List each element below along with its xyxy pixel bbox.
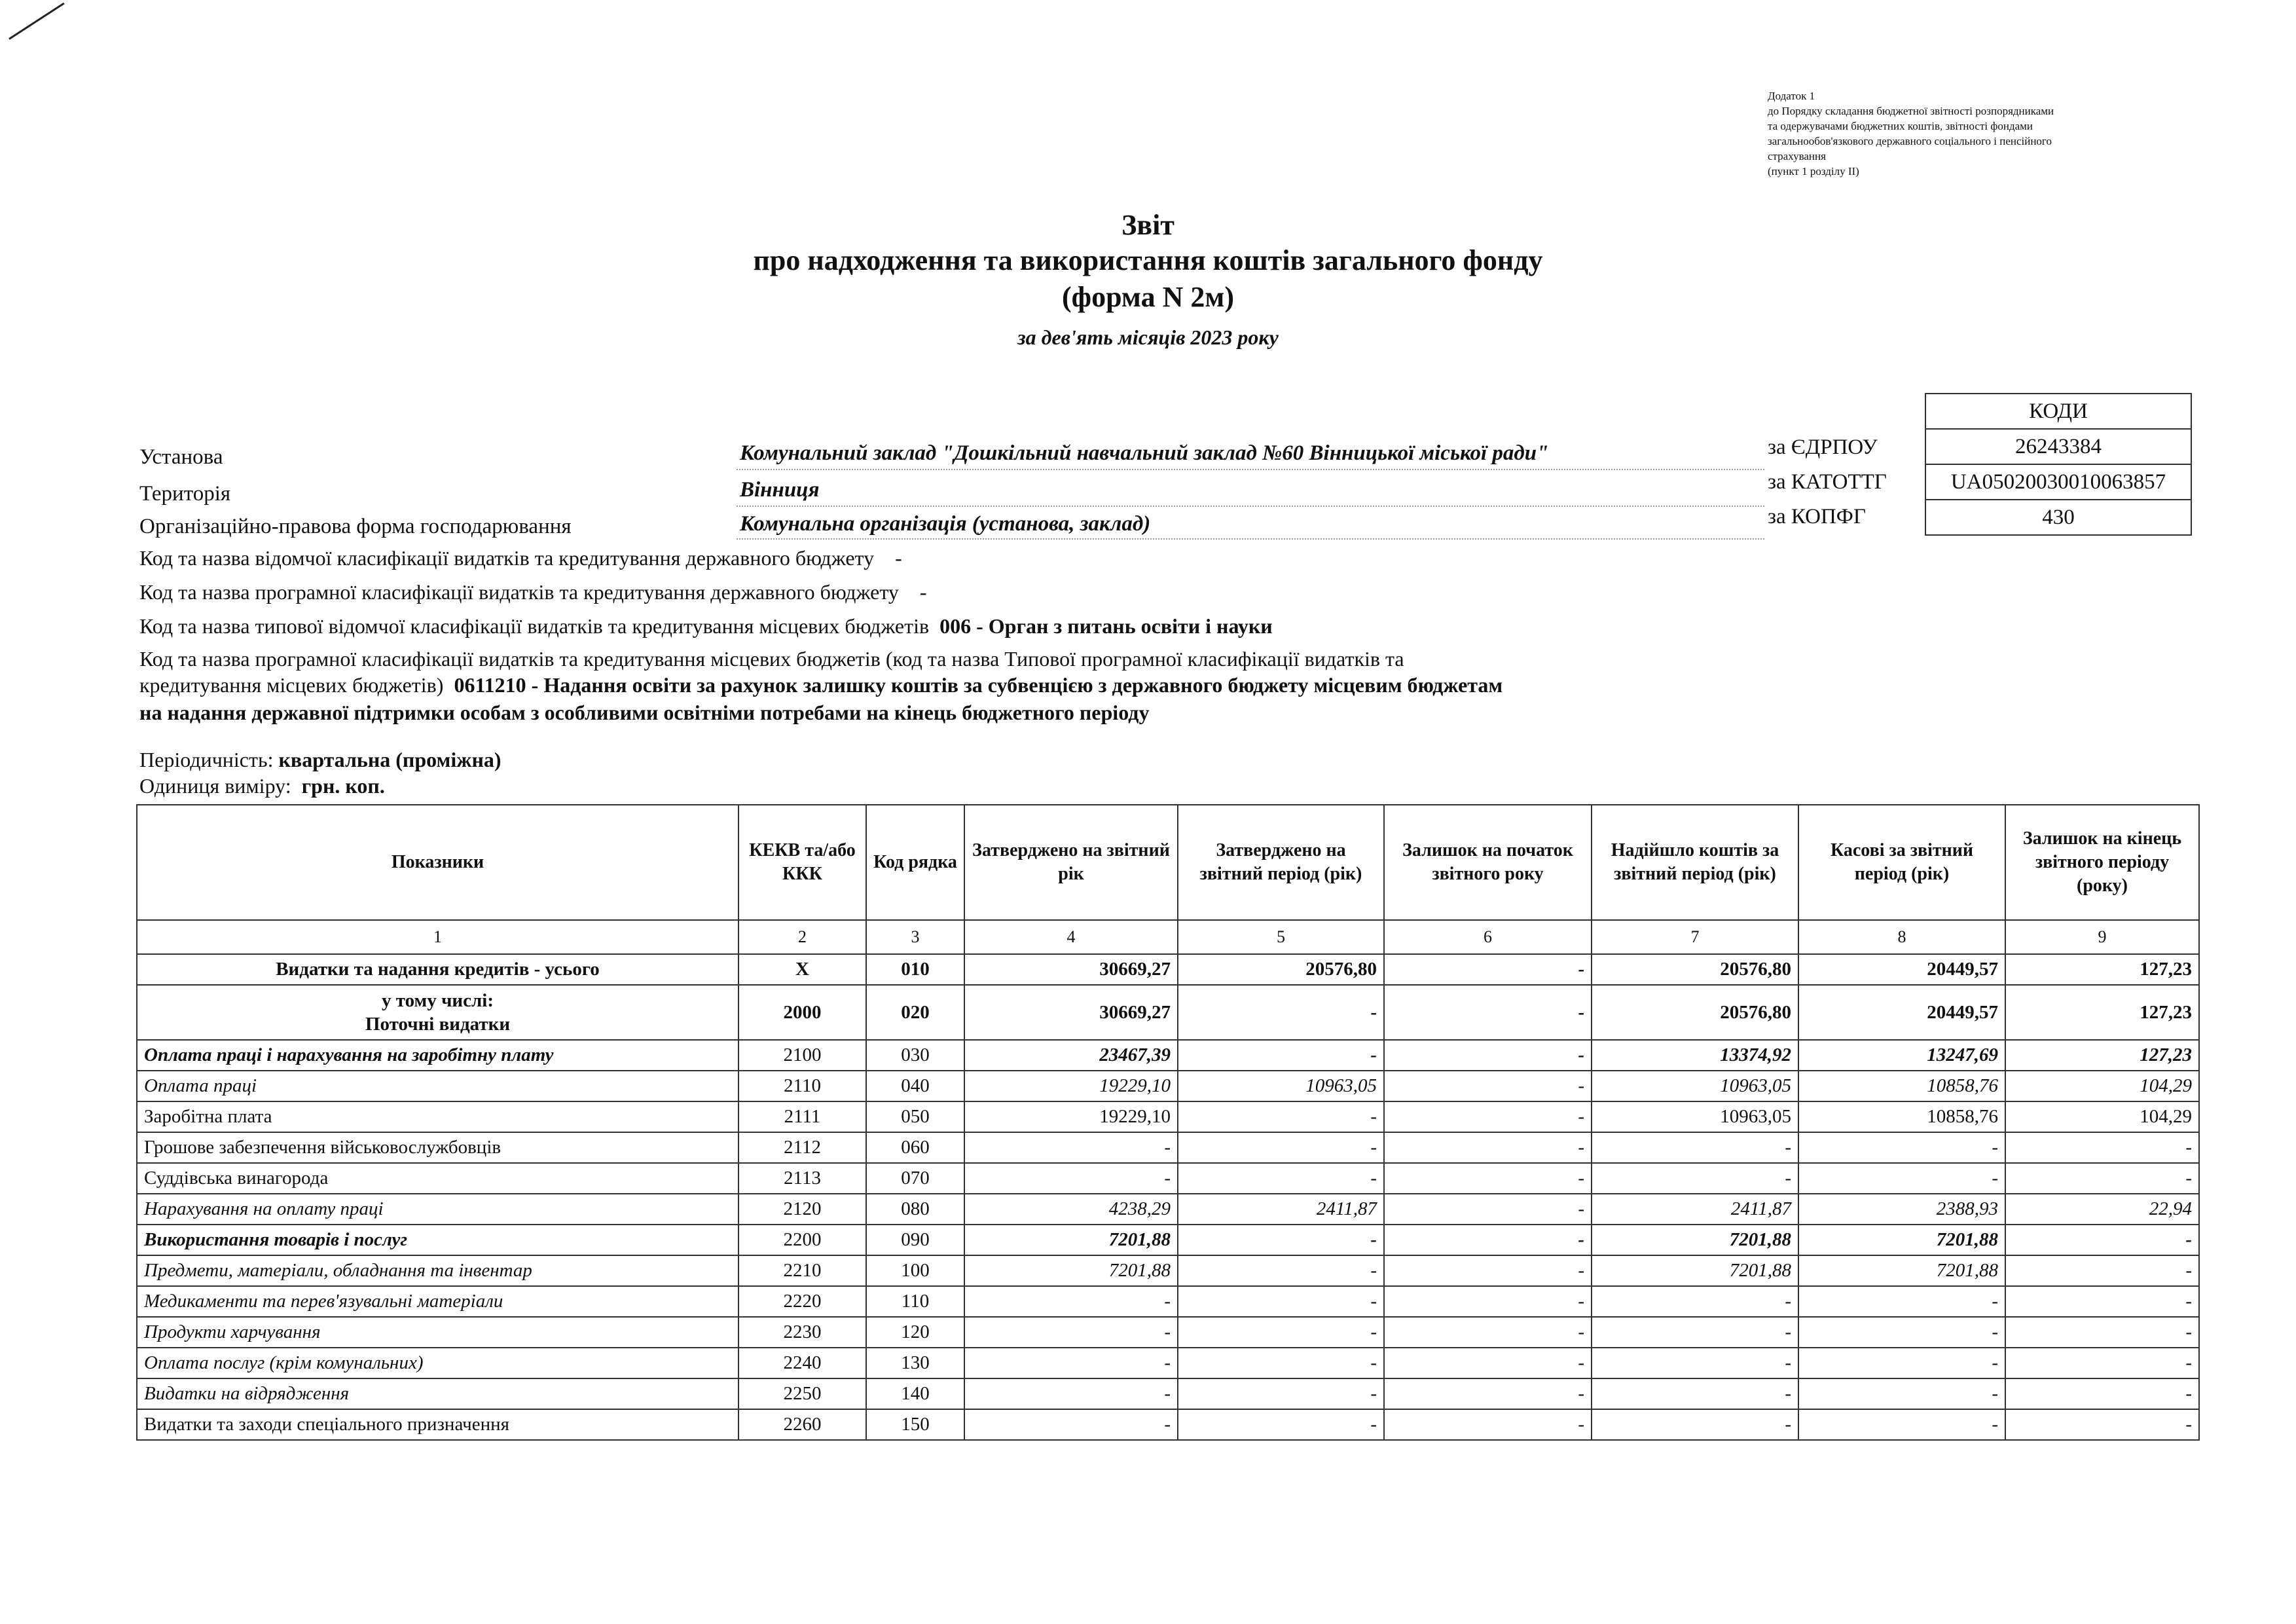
dept-local-classification [139, 614, 1273, 638]
org-form-name: Комунальна організація (установа, заклад) [740, 512, 1151, 536]
approved-period-value: - [1178, 1409, 1384, 1440]
row-name: Суддівська винагорода [137, 1163, 738, 1194]
approved-year-value: 19229,10 [964, 1101, 1178, 1132]
institution-name: Комунальний заклад "Дошкільний навчальний заклад №60 Вінницької міської ради" [740, 441, 1549, 465]
column-number: 4 [964, 920, 1178, 954]
cash-value: - [1798, 1132, 2005, 1163]
row-code: 140 [866, 1378, 964, 1409]
column-number: 5 [1178, 920, 1384, 954]
column-number: 1 [137, 920, 738, 954]
row-name: Медикаменти та перев'язувальні матеріали [137, 1286, 738, 1317]
balance-start-value: - [1384, 1071, 1592, 1101]
approved-period-value: 10963,05 [1178, 1071, 1384, 1101]
balance-start-value: - [1384, 1132, 1592, 1163]
approved-year-value: - [964, 1132, 1178, 1163]
header-balance-end: Залишок на кінець звітного періоду (року) [2005, 805, 2199, 920]
appendix-line: страхування [1768, 150, 1826, 162]
table-header-row [137, 805, 2199, 920]
received-value: - [1592, 1378, 1798, 1409]
report-period: за дев'ять місяців 2023 року [1017, 325, 1279, 349]
approved-period-value: - [1178, 1040, 1384, 1071]
row-code: 130 [866, 1348, 964, 1378]
row-name-prefix: у тому числі: [382, 990, 494, 1011]
row-name: Видатки та заходи спеціального призначення [137, 1409, 738, 1440]
row-code: 070 [866, 1163, 964, 1194]
balance-end-value: - [2005, 1409, 2199, 1440]
codes-header: КОДИ [1925, 394, 2191, 429]
cash-value: - [1798, 1378, 2005, 1409]
table-row [137, 954, 2199, 985]
row-code: 100 [866, 1255, 964, 1286]
table-row [137, 1409, 2199, 1440]
approved-year-value: 30669,27 [964, 954, 1178, 985]
header-kekv: КЕКВ та/або ККК [738, 805, 866, 920]
approved-year-value: 19229,10 [964, 1071, 1178, 1101]
approved-year-value: - [964, 1378, 1178, 1409]
row-kekv: 2200 [738, 1225, 866, 1255]
unit-value: грн. коп. [301, 774, 385, 798]
periodicity-row [139, 748, 501, 772]
katottg-label: за КАТОТТГ [1768, 470, 1887, 494]
edrpou-label: за ЄДРПОУ [1768, 435, 1878, 459]
row-name: Використання товарів і послуг [137, 1225, 738, 1255]
balance-start-value: - [1384, 1317, 1592, 1348]
report-subtitle: про надходження та використання коштів загального фонду [753, 244, 1543, 276]
row-code: 080 [866, 1194, 964, 1225]
form-number: (форма N 2м) [1062, 281, 1234, 313]
territory-underline [737, 506, 1764, 507]
row-code: 010 [866, 954, 964, 985]
unit-label: Одиниця виміру: [139, 774, 291, 798]
table-row [137, 1378, 2199, 1409]
received-value: 2411,87 [1592, 1194, 1798, 1225]
prog-state-classification [139, 580, 927, 604]
balance-end-value: 127,23 [2005, 1040, 2199, 1071]
received-value: - [1592, 1286, 1798, 1317]
balance-end-value: 104,29 [2005, 1101, 2199, 1132]
approved-year-value: - [964, 1409, 1178, 1440]
cash-value: - [1798, 1348, 2005, 1378]
kopfg-label: за КОПФГ [1768, 505, 1866, 528]
cash-value: 7201,88 [1798, 1255, 2005, 1286]
approved-year-value: - [964, 1317, 1178, 1348]
approved-period-value: - [1178, 1132, 1384, 1163]
cash-value: - [1798, 1317, 2005, 1348]
column-number: 6 [1384, 920, 1592, 954]
cash-value: - [1798, 1163, 2005, 1194]
periodicity-value: квартальна (проміжна) [278, 748, 501, 771]
row-kekv: 2240 [738, 1348, 866, 1378]
prog-local-label-line1: Код та назва програмної класифікації видатків та кредитування місцевих бюджетів (код та назва Типової програмної класифікації видатків та [139, 647, 1404, 671]
row-kekv: 2113 [738, 1163, 866, 1194]
approved-year-value: 30669,27 [964, 985, 1178, 1040]
balance-end-value: - [2005, 1255, 2199, 1286]
received-value: - [1592, 1317, 1798, 1348]
row-kekv: 2111 [738, 1101, 866, 1132]
approved-year-value: 23467,39 [964, 1040, 1178, 1071]
row-kekv: 2230 [738, 1317, 866, 1348]
received-value: 7201,88 [1592, 1225, 1798, 1255]
row-kekv: 2260 [738, 1409, 866, 1440]
table-row [137, 1163, 2199, 1194]
row-code: 150 [866, 1409, 964, 1440]
balance-end-value: 127,23 [2005, 985, 2199, 1040]
row-kekv: 2100 [738, 1040, 866, 1071]
row-kekv: 2110 [738, 1071, 866, 1101]
cash-value: 7201,88 [1798, 1225, 2005, 1255]
approved-year-value: 7201,88 [964, 1225, 1178, 1255]
header-received: Надійшло коштів за звітний період (рік) [1592, 805, 1798, 920]
approved-period-value: - [1178, 1317, 1384, 1348]
header-balance-start: Залишок на початок звітного року [1384, 805, 1592, 920]
approved-year-value: - [964, 1348, 1178, 1378]
approved-period-value: - [1178, 1255, 1384, 1286]
table-row [137, 1071, 2199, 1101]
approved-period-value: - [1178, 1378, 1384, 1409]
row-kekv: 2210 [738, 1255, 866, 1286]
table-row [137, 1225, 2199, 1255]
row-name: Предмети, матеріали, обладнання та інвентар [137, 1255, 738, 1286]
cash-value: 13247,69 [1798, 1040, 2005, 1071]
column-number: 3 [866, 920, 964, 954]
row-name: Оплата послуг (крім комунальних) [137, 1348, 738, 1378]
prog-local-value-line2: на надання державної підтримки особам з особливими освітніми потребами на кінець бюджетного періоду [139, 701, 1150, 724]
row-name: Оплата праці і нарахування на заробітну плату [137, 1040, 738, 1071]
appendix-line: (пункт 1 розділу ІІ) [1768, 165, 1859, 177]
prog-local-value-block [139, 701, 1149, 725]
header-approved-period: Затверджено на звітний період (рік) [1178, 805, 1384, 920]
cash-value: 20449,57 [1798, 985, 2005, 1040]
row-code: 060 [866, 1132, 964, 1163]
row-name: Видатки на відрядження [137, 1378, 738, 1409]
approved-period-value: - [1178, 1101, 1384, 1132]
row-kekv: 2250 [738, 1378, 866, 1409]
received-value: 7201,88 [1592, 1255, 1798, 1286]
edrpou-code: 26243384 [1925, 429, 2191, 464]
header-approved-year: Затверджено на звітний рік [964, 805, 1178, 920]
territory-label: Територія [139, 482, 231, 506]
received-value: 13374,92 [1592, 1040, 1798, 1071]
periodicity-label: Періодичність: [139, 748, 274, 771]
katottg-code: UA05020030010063857 [1925, 464, 2191, 500]
handwritten-mark [9, 3, 65, 40]
approved-period-value: 2411,87 [1178, 1194, 1384, 1225]
row-name: Нарахування на оплату праці [137, 1194, 738, 1225]
row-code: 040 [866, 1071, 964, 1101]
table-row [137, 1286, 2199, 1317]
received-value: 20576,80 [1592, 985, 1798, 1040]
balance-start-value: - [1384, 1255, 1592, 1286]
prog-state-label: Код та назва програмної класифікації видатків та кредитування державного бюджету [139, 580, 899, 604]
org-form-underline [737, 538, 1764, 540]
approved-period-value: - [1178, 1225, 1384, 1255]
table-row [137, 1194, 2199, 1225]
appendix-line: до Порядку складання бюджетної звітності розпорядниками [1768, 105, 2054, 117]
column-number: 7 [1592, 920, 1798, 954]
balance-start-value: - [1384, 1225, 1592, 1255]
approved-year-value: 7201,88 [964, 1255, 1178, 1286]
column-number: 2 [738, 920, 866, 954]
row-kekv: X [738, 954, 866, 985]
cash-value: - [1798, 1409, 2005, 1440]
approved-period-value: - [1178, 1286, 1384, 1317]
received-value: 10963,05 [1592, 1071, 1798, 1101]
prog-state-value: - [919, 580, 927, 604]
dept-state-classification [139, 546, 902, 570]
approved-year-value: - [964, 1163, 1178, 1194]
row-name: Оплата праці [137, 1071, 738, 1101]
cash-value: 20449,57 [1798, 954, 2005, 985]
balance-end-value: - [2005, 1317, 2199, 1348]
table-row [137, 1101, 2199, 1132]
balance-start-value: - [1384, 954, 1592, 985]
balance-end-value: 127,23 [2005, 954, 2199, 985]
territory-name: Вінниця [740, 478, 820, 502]
balance-start-value: - [1384, 1348, 1592, 1378]
row-name: Видатки та надання кредитів - усього [137, 954, 738, 985]
balance-end-value: - [2005, 1163, 2199, 1194]
row-kekv: 2112 [738, 1132, 866, 1163]
institution-label: Установа [139, 445, 223, 469]
row-name: Заробітна плата [137, 1101, 738, 1132]
row-name: Поточні видатки [365, 1014, 511, 1035]
approved-period-value: - [1178, 1348, 1384, 1378]
received-value: - [1592, 1409, 1798, 1440]
column-number-row [137, 920, 2199, 954]
table-row [137, 985, 2199, 1040]
dept-state-value: - [895, 546, 902, 570]
header-row-code: Код рядка [866, 805, 964, 920]
balance-start-value: - [1384, 985, 1592, 1040]
row-kekv: 2000 [738, 985, 866, 1040]
org-form-label: Організаційно-правова форма господарювання [139, 515, 572, 538]
approved-year-value: - [964, 1286, 1178, 1317]
cash-value: 2388,93 [1798, 1194, 2005, 1225]
balance-end-value: 104,29 [2005, 1071, 2199, 1101]
institution-underline [737, 469, 1764, 470]
row-code: 020 [866, 985, 964, 1040]
report-table [136, 804, 2200, 1441]
received-value: - [1592, 1132, 1798, 1163]
table-row [137, 1317, 2199, 1348]
row-name: Продукти харчування [137, 1317, 738, 1348]
balance-start-value: - [1384, 1163, 1592, 1194]
table-row [137, 1040, 2199, 1071]
report-title: Звіт [1121, 209, 1175, 241]
header-cash: Касові за звітний період (рік) [1798, 805, 2005, 920]
dept-local-value: 006 - Орган з питань освіти і науки [939, 614, 1273, 638]
balance-start-value: - [1384, 1286, 1592, 1317]
codes-table [1925, 393, 2192, 536]
balance-end-value: - [2005, 1286, 2199, 1317]
row-name-cell [137, 985, 738, 1040]
row-code: 030 [866, 1040, 964, 1071]
balance-end-value: - [2005, 1348, 2199, 1378]
balance-end-value: 22,94 [2005, 1194, 2199, 1225]
appendix-line: та одержувачами бюджетних коштів, звітності фондами [1768, 120, 2033, 132]
cash-value: 10858,76 [1798, 1101, 2005, 1132]
row-code: 090 [866, 1225, 964, 1255]
table-row [137, 1132, 2199, 1163]
table-row [137, 1255, 2199, 1286]
balance-end-value: - [2005, 1225, 2199, 1255]
column-number: 9 [2005, 920, 2199, 954]
row-name: Грошове забезпечення військовослужбовців [137, 1132, 738, 1163]
received-value: 20576,80 [1592, 954, 1798, 985]
dept-local-label: Код та назва типової відомчої класифікації видатків та кредитування місцевих бюджетів [139, 614, 930, 638]
table-row [137, 1348, 2199, 1378]
row-kekv: 2220 [738, 1286, 866, 1317]
cash-value: - [1798, 1286, 2005, 1317]
row-kekv: 2120 [738, 1194, 866, 1225]
kopfg-code: 430 [1925, 500, 2191, 535]
cash-value: 10858,76 [1798, 1071, 2005, 1101]
balance-start-value: - [1384, 1194, 1592, 1225]
unit-row [139, 774, 385, 798]
row-code: 050 [866, 1101, 964, 1132]
row-code: 120 [866, 1317, 964, 1348]
received-value: - [1592, 1348, 1798, 1378]
prog-local-classification [139, 673, 1503, 697]
received-value: - [1592, 1163, 1798, 1194]
prog-local-value-line1: 0611210 - Надання освіти за рахунок залишку коштів за субвенцією з державного бюджету місцевим бюджетам [454, 673, 1503, 697]
balance-end-value: - [2005, 1132, 2199, 1163]
received-value: 10963,05 [1592, 1101, 1798, 1132]
approved-period-value: 20576,80 [1178, 954, 1384, 985]
dept-state-label: Код та назва відомчої класифікації видатків та кредитування державного бюджету [139, 546, 875, 570]
appendix-note [1768, 88, 2200, 179]
appendix-line: Додаток 1 [1768, 90, 1815, 102]
balance-end-value: - [2005, 1378, 2199, 1409]
balance-start-value: - [1384, 1378, 1592, 1409]
approved-period-value: - [1178, 1163, 1384, 1194]
approved-period-value: - [1178, 985, 1384, 1040]
row-code: 110 [866, 1286, 964, 1317]
column-number: 8 [1798, 920, 2005, 954]
prog-local-label-line2: кредитування місцевих бюджетів) [139, 673, 444, 697]
balance-start-value: - [1384, 1040, 1592, 1071]
approved-year-value: 4238,29 [964, 1194, 1178, 1225]
balance-start-value: - [1384, 1409, 1592, 1440]
appendix-line: загальнообов'язкового державного соціального і пенсійного [1768, 135, 2052, 147]
header-indicators: Показники [137, 805, 738, 920]
balance-start-value: - [1384, 1101, 1592, 1132]
